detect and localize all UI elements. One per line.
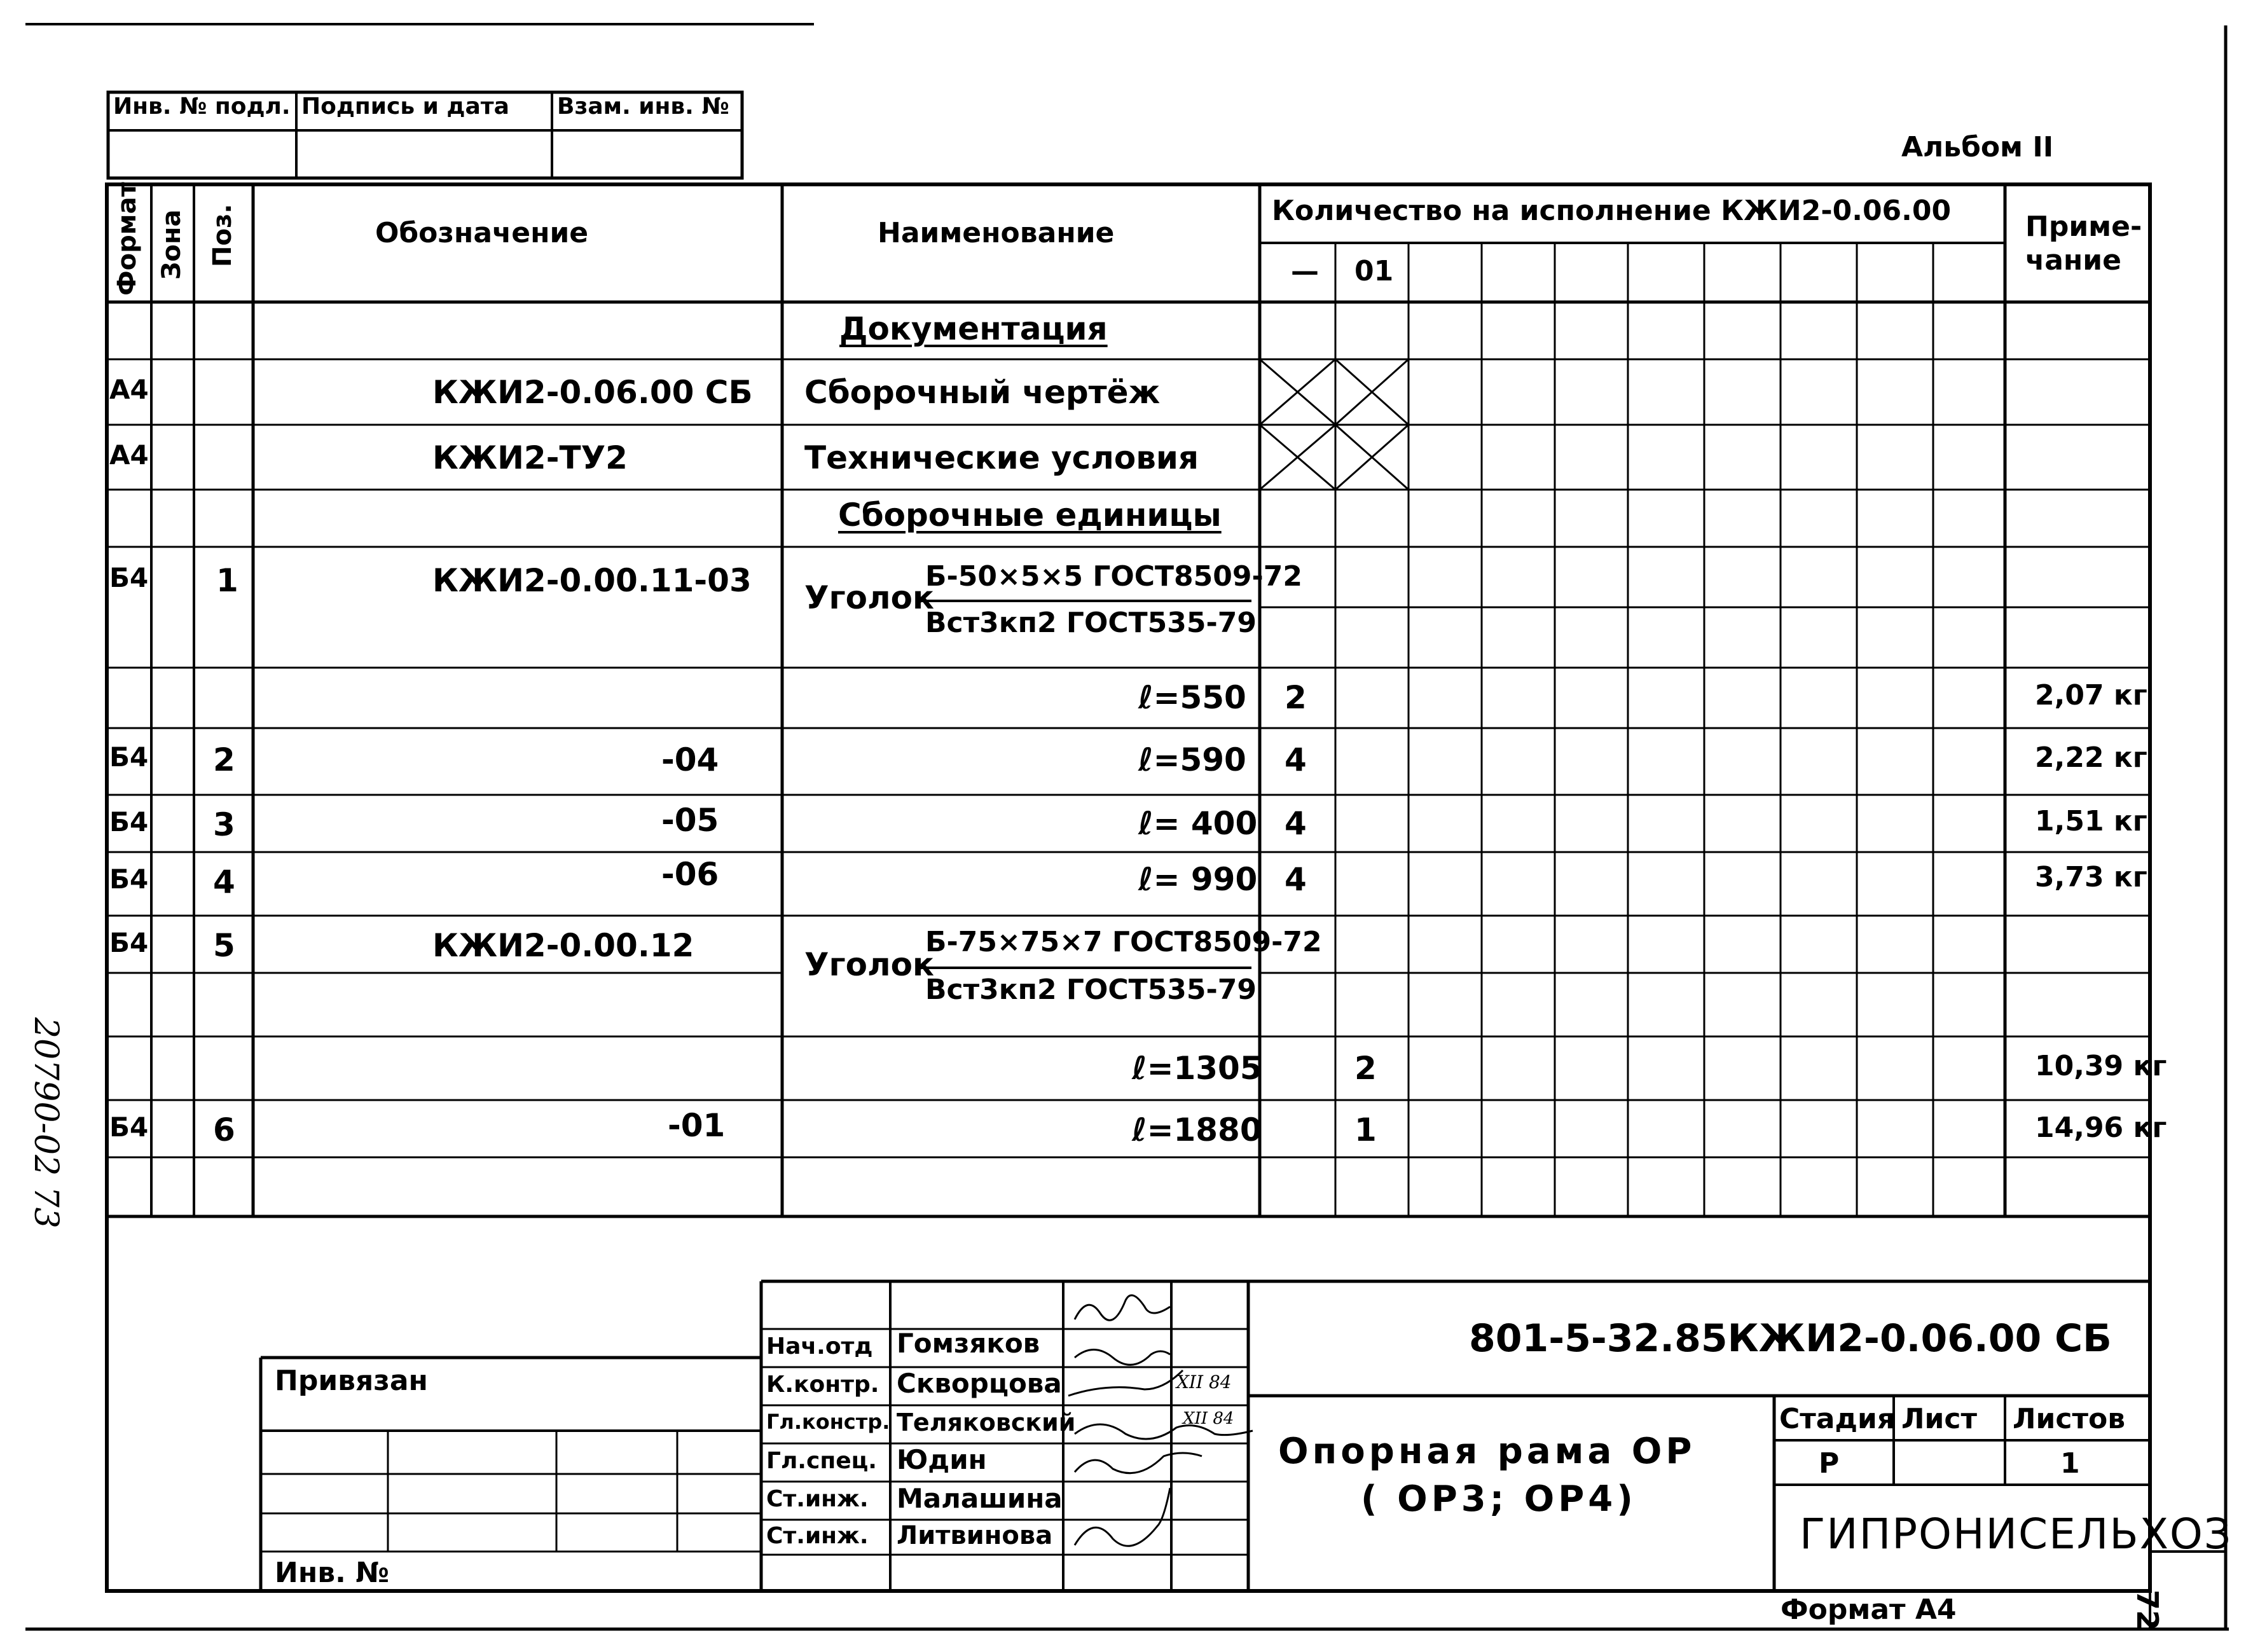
row-naimenovanie: Технические условия: [804, 439, 1199, 476]
signer-date: XII 84: [1183, 1409, 1234, 1428]
signer-name: Литвинова: [897, 1521, 1053, 1550]
row-naimenovanie: Сборочный чертёж: [804, 374, 1161, 411]
header-variant-01: 01: [1354, 255, 1394, 287]
signer-date: XII 84: [1176, 1372, 1232, 1393]
document-title-line-1: Опорная рама ОР: [1278, 1431, 1696, 1472]
row-naimenovanie: ℓ= 990: [1138, 861, 1258, 898]
row-qty-base: 4: [1285, 741, 1307, 778]
row-naimenovanie: ℓ=1305: [1132, 1050, 1262, 1087]
header-primechanie-1: Приме-: [2025, 210, 2142, 243]
row-format: Б4: [109, 927, 149, 958]
privyazan-label: Привязан: [275, 1365, 428, 1397]
inv-no-label: Инв. №: [275, 1557, 390, 1589]
row-poz: 5: [213, 927, 235, 964]
section-assembly-units: Сборочные единицы: [838, 497, 1222, 533]
signer-name: Теляковский: [897, 1408, 1076, 1436]
row-note: 2,22 кг: [2035, 741, 2147, 774]
row-format: Б4: [109, 741, 149, 773]
header-poz: Поз.: [208, 203, 237, 267]
row-format: Б4: [109, 864, 149, 895]
row-format: Б4: [109, 1112, 149, 1143]
row-format: А4: [109, 374, 149, 405]
row-naimenovanie: ℓ=1880: [1132, 1112, 1262, 1148]
signer-name: Юдин: [897, 1444, 987, 1475]
ugolok-2-word: Уголок: [804, 946, 934, 983]
row-format: Б4: [109, 562, 149, 593]
header-primechanie-2: чание: [2025, 244, 2121, 277]
row-qty-base: 4: [1285, 861, 1307, 898]
header-variant-dash: —: [1291, 255, 1319, 287]
row-qty-01: 1: [1354, 1112, 1377, 1148]
row-note: 10,39 кг: [2035, 1050, 2167, 1082]
signer-name: Малашина: [897, 1483, 1063, 1514]
signer-name: Гомзяков: [897, 1328, 1040, 1359]
format-label: Формат А4: [1781, 1593, 1957, 1626]
section-documentation: Документация: [839, 310, 1108, 347]
row-qty-base: 2: [1285, 679, 1307, 716]
row-oboznachenie: -06: [661, 856, 719, 893]
header-format: Формат: [113, 182, 142, 296]
listov-value: 1: [2060, 1447, 2080, 1480]
signer-role: Ст.инж.: [766, 1523, 869, 1549]
header-kolichestvo: Количество на исполнение КЖИ2-0.06.00: [1272, 195, 1952, 227]
signer-role: Ст.инж.: [766, 1486, 869, 1512]
row-naimenovanie: ℓ=590: [1138, 741, 1246, 778]
row-note: 3,73 кг: [2035, 861, 2147, 893]
signer-role: Нач.отд: [766, 1333, 873, 1359]
row-poz: 4: [213, 864, 235, 900]
row-format: Б4: [109, 806, 149, 837]
album-label: Альбом II: [1901, 131, 2054, 163]
ugolok-1-denominator: Вст3кп2 ГОСТ535-79: [925, 607, 1257, 639]
row-note: 2,07 кг: [2035, 679, 2147, 712]
row-poz: 3: [213, 806, 235, 843]
row-oboznachenie: КЖИ2-0.00.12: [432, 927, 694, 964]
page-number: 72: [2130, 1590, 2165, 1631]
row-note: 14,96 кг: [2035, 1112, 2167, 1144]
row-oboznachenie: КЖИ2-0.06.00 СБ: [432, 374, 753, 411]
stadiya-label: Стадия: [1779, 1403, 1896, 1435]
inv-podl-label: Инв. № подл.: [113, 93, 291, 120]
row-poz: 1: [216, 562, 238, 599]
row-poz: 2: [213, 741, 235, 778]
row-oboznachenie: КЖИ2-0.00.11-03: [432, 562, 752, 599]
ugolok-1-word: Уголок: [804, 579, 934, 616]
ugolok-1-numerator: Б-50×5×5 ГОСТ8509-72: [925, 560, 1303, 593]
row-oboznachenie: -05: [661, 802, 719, 839]
signer-name: Скворцова: [897, 1368, 1062, 1399]
podpis-data-label: Подпись и дата: [301, 93, 509, 120]
row-oboznachenie: -04: [661, 741, 719, 778]
row-qty-base: 4: [1285, 805, 1307, 842]
row-poz: 6: [213, 1112, 235, 1148]
signer-role: Гл.спец.: [766, 1448, 877, 1474]
side-archive-code: 20790-02 73: [27, 1017, 65, 1229]
document-title-line-2: ( ОР3; ОР4): [1361, 1478, 1637, 1520]
row-naimenovanie: ℓ= 400: [1138, 805, 1258, 842]
row-oboznachenie: -01: [668, 1107, 726, 1144]
listov-label: Листов: [2013, 1403, 2126, 1435]
signer-role: К.контр.: [766, 1372, 879, 1398]
header-zona: Зона: [157, 209, 186, 280]
ugolok-2-denominator: Вст3кп2 ГОСТ535-79: [925, 974, 1257, 1006]
vzam-inv-label: Взам. инв. №: [557, 93, 729, 120]
row-qty-01: 2: [1354, 1050, 1377, 1087]
row-format: А4: [109, 439, 149, 471]
row-oboznachenie: КЖИ2-ТУ2: [432, 439, 628, 476]
ugolok-2-numerator: Б-75×75×7 ГОСТ8509-72: [925, 926, 1322, 958]
row-note: 1,51 кг: [2035, 805, 2147, 837]
stadiya-value: Р: [1819, 1447, 1840, 1480]
header-naimenovanie: Наименование: [878, 217, 1115, 249]
list-label: Лист: [1901, 1403, 1977, 1435]
document-code: 801-5-32.85КЖИ2-0.06.00 СБ: [1469, 1316, 2112, 1361]
row-naimenovanie: ℓ=550: [1138, 679, 1246, 716]
signer-role: Гл.констр.: [766, 1410, 890, 1434]
organization-name: ГИПРОНИСЕЛЬХОЗ: [1800, 1510, 2233, 1559]
header-oboznachenie: Обозначение: [375, 217, 589, 249]
